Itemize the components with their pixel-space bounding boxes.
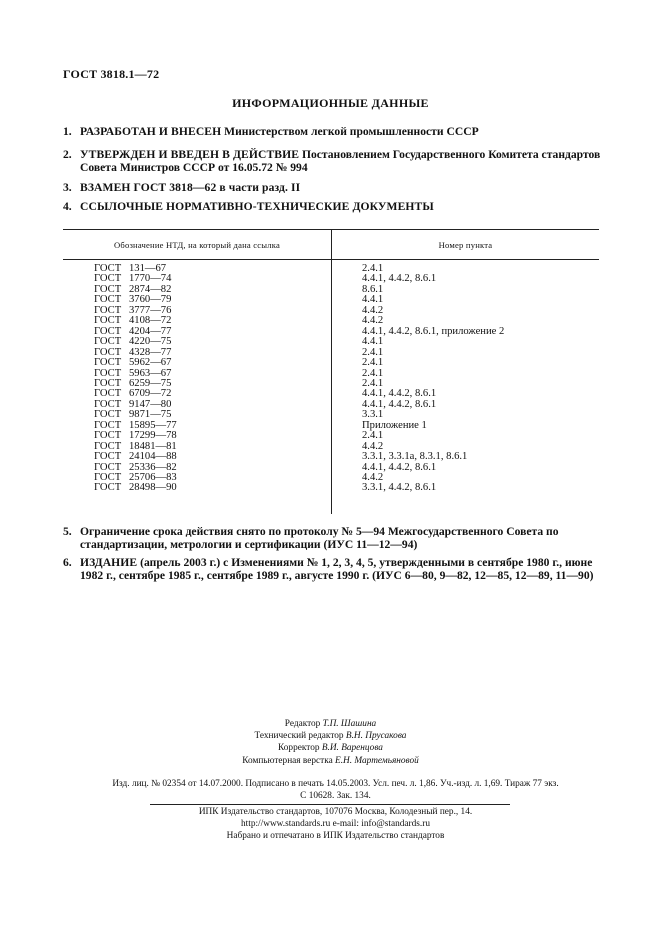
row-clause-numbers: 4.4.1, 4.4.2, 8.6.1, приложение 2 <box>362 325 505 337</box>
row-standard-number: 28498—90 <box>129 482 177 494</box>
row-clause-numbers: 2.4.1 <box>362 377 384 389</box>
credits-block <box>200 718 461 767</box>
row-standard-number: 5962—67 <box>129 357 172 369</box>
section-title: ИНФОРМАЦИОННЫЕ ДАННЫЕ <box>232 96 429 110</box>
row-standard-number: 25706—83 <box>129 472 177 483</box>
table-header-rule <box>63 259 599 260</box>
info-item-1 <box>63 126 608 139</box>
row-standard-prefix: ГОСТ <box>94 325 122 337</box>
item-number: 6. <box>63 556 72 569</box>
row-standard-prefix: ГОСТ <box>94 377 122 389</box>
row-standard-prefix: ГОСТ <box>94 398 122 410</box>
row-clause-numbers: 4.4.2 <box>362 440 384 452</box>
table-row <box>0 452 661 462</box>
row-clause-numbers: 2.4.1 <box>362 357 384 369</box>
credit-typesetting <box>200 755 461 767</box>
row-standard-number: 6259—75 <box>129 377 172 389</box>
row-standard-number: 3760—79 <box>129 294 172 306</box>
row-standard-number: 4220—75 <box>129 336 172 348</box>
row-standard-prefix: ГОСТ <box>94 472 122 483</box>
info-item-4 <box>63 201 608 214</box>
row-standard-number: 6709—72 <box>129 388 172 400</box>
table-row <box>0 369 661 379</box>
table-row <box>0 431 661 441</box>
publisher-line: Набрано и отпечатано в ИПК Издательство стандартов <box>226 831 445 842</box>
credit-name: В.Н. Прусакова <box>345 731 407 742</box>
table-row <box>0 389 661 399</box>
table-row <box>0 295 661 305</box>
credit-name: Е.Н. Мартемьяновой <box>335 755 419 766</box>
row-standard-number: 2874—82 <box>129 283 172 295</box>
row-standard-prefix: ГОСТ <box>94 451 122 463</box>
item-caption: ИЗДАНИЕ <box>80 556 138 569</box>
publication-line: С 10628. Зак. 134. <box>300 791 371 802</box>
row-clause-numbers: 4.4.1, 4.4.2, 8.6.1 <box>362 388 437 400</box>
document-id: ГОСТ 3818.1—72 <box>63 67 160 81</box>
row-standard-prefix: ГОСТ <box>94 263 122 274</box>
row-standard-number: 17299—78 <box>129 430 177 442</box>
row-standard-prefix: ГОСТ <box>94 367 122 379</box>
row-standard-number: 4108—72 <box>129 315 172 327</box>
row-clause-numbers: 2.4.1 <box>362 263 384 274</box>
row-standard-prefix: ГОСТ <box>94 283 122 295</box>
row-standard-prefix: ГОСТ <box>94 482 122 494</box>
table-row <box>0 337 661 347</box>
row-standard-number: 4204—77 <box>129 325 172 337</box>
info-item-6 <box>63 557 608 582</box>
row-standard-number: 3777—76 <box>129 304 172 316</box>
credit-role: Компьютерная верстка <box>242 755 333 766</box>
row-clause-numbers: 4.4.1, 4.4.2, 8.6.1 <box>362 398 437 410</box>
row-standard-number: 131—67 <box>129 263 167 274</box>
publication-info <box>63 778 608 802</box>
publisher-info <box>63 806 608 843</box>
row-standard-number: 9147—80 <box>129 398 172 410</box>
publication-line: Изд. лиц. № 02354 от 14.07.2000. Подписано в печать 14.05.2003. Усл. печ. л. 1,86. Уч.-изд. л. 1,69. Тираж 77 экз. <box>112 779 559 789</box>
row-standard-prefix: ГОСТ <box>94 388 122 400</box>
info-item-2 <box>63 149 608 174</box>
row-standard-prefix: ГОСТ <box>94 304 122 316</box>
table-row <box>0 274 661 284</box>
table-header-clause: Номер пункта <box>438 240 493 250</box>
row-standard-prefix: ГОСТ <box>94 336 122 348</box>
item-caption: РАЗРАБОТАН И ВНЕСЕН <box>80 125 222 138</box>
row-clause-numbers: 2.4.1 <box>362 346 384 358</box>
row-standard-prefix: ГОСТ <box>94 357 122 369</box>
table-row <box>0 316 661 326</box>
row-clause-numbers: 2.4.1 <box>362 430 384 442</box>
row-clause-numbers: 4.4.1, 4.4.2, 8.6.1 <box>362 273 437 285</box>
row-clause-numbers: 4.4.2 <box>362 472 384 483</box>
row-clause-numbers: Приложение 1 <box>362 419 427 431</box>
row-standard-prefix: ГОСТ <box>94 409 122 421</box>
item-number: 4. <box>63 200 72 213</box>
credit-role: Корректор <box>278 743 320 754</box>
row-clause-numbers: 3.3.1, 4.4.2, 8.6.1 <box>362 482 437 494</box>
item-caption: УТВЕРЖДЕН И ВВЕДЕН В ДЕЙСТВИЕ <box>80 148 300 161</box>
row-clause-numbers: 4.4.2 <box>362 304 384 316</box>
info-item-5 <box>63 526 608 551</box>
row-standard-prefix: ГОСТ <box>94 430 122 442</box>
row-standard-number: 24104—88 <box>129 451 177 463</box>
item-caption: ССЫЛОЧНЫЕ НОРМАТИВНО-ТЕХНИЧЕСКИЕ ДОКУМЕНТЫ <box>80 200 434 213</box>
row-clause-numbers: 4.4.1 <box>362 336 384 348</box>
row-standard-number: 18481—81 <box>129 440 177 452</box>
row-clause-numbers: 2.4.1 <box>362 367 384 379</box>
row-clause-numbers: 8.6.1 <box>362 283 384 295</box>
row-standard-prefix: ГОСТ <box>94 315 122 327</box>
row-clause-numbers: 4.4.1, 4.4.2, 8.6.1 <box>362 461 437 473</box>
item-number: 1. <box>63 125 72 138</box>
item-number: 2. <box>63 148 72 161</box>
imprint-divider <box>150 804 510 805</box>
row-standard-number: 25336—82 <box>129 461 177 473</box>
item-number: 3. <box>63 181 72 194</box>
credit-tech-editor <box>200 730 461 742</box>
credit-name: В.И. Варенцова <box>321 743 383 754</box>
publisher-line: http://www.standards.ru e-mail: info@standards.ru <box>241 819 430 830</box>
credit-role: Технический редактор <box>254 731 344 742</box>
credit-name: Т.П. Шашина <box>322 719 377 729</box>
item-text: Ограничение срока действия снято по протоколу № 5—94 Межгосударственного Совета по стандартизации, метрологии и сертификации (ИУС 11—12—94) <box>80 525 559 551</box>
table-row <box>0 358 661 368</box>
row-clause-numbers: 4.4.2 <box>362 315 384 327</box>
row-standard-prefix: ГОСТ <box>94 419 122 431</box>
row-standard-number: 4328—77 <box>129 346 172 358</box>
row-standard-prefix: ГОСТ <box>94 273 122 285</box>
item-text: Постановлением Государственного Комитета стандартов Совета Министров СССР от 16.05.72 № 994 <box>80 148 601 174</box>
table-row <box>0 410 661 420</box>
item-number: 5. <box>63 525 72 538</box>
credit-editor <box>200 718 461 730</box>
item-text: Министерством легкой промышленности СССР <box>221 125 479 138</box>
credit-proofreader <box>200 742 461 754</box>
publisher-line: ИПК Издательство стандартов, 107076 Москва, Колодезный пер., 14. <box>198 807 473 817</box>
table-header-designation: Обозначение НТД, на который дана ссылка <box>113 240 281 250</box>
row-standard-prefix: ГОСТ <box>94 440 122 452</box>
row-standard-number: 15895—77 <box>129 419 177 431</box>
row-clause-numbers: 3.3.1 <box>362 409 384 421</box>
row-standard-prefix: ГОСТ <box>94 461 122 473</box>
table-row <box>0 483 661 493</box>
item-caption: ВЗАМЕН ГОСТ 3818—62 в части разд. II <box>80 181 301 194</box>
row-standard-number: 1770—74 <box>129 273 172 285</box>
row-clause-numbers: 4.4.1 <box>362 294 384 306</box>
row-standard-number: 9871—75 <box>129 409 172 421</box>
row-standard-prefix: ГОСТ <box>94 346 122 358</box>
info-item-3 <box>63 182 608 195</box>
item-text: (апрель 2003 г.) с Изменениями № 1, 2, 3, 4, 5, утвержденными в сентябре 1980 г., июне 1982 г., сентябре 1985 г., сентябре 1989 г., августе 1990 г. (ИУС 6—80, 9—82, 12—85, 12—89, 11—90) <box>80 556 594 582</box>
credit-role: Редактор <box>284 719 321 729</box>
row-standard-prefix: ГОСТ <box>94 294 122 306</box>
row-clause-numbers: 3.3.1, 3.3.1а, 8.3.1, 8.6.1 <box>362 451 468 463</box>
row-standard-number: 5963—67 <box>129 367 172 379</box>
